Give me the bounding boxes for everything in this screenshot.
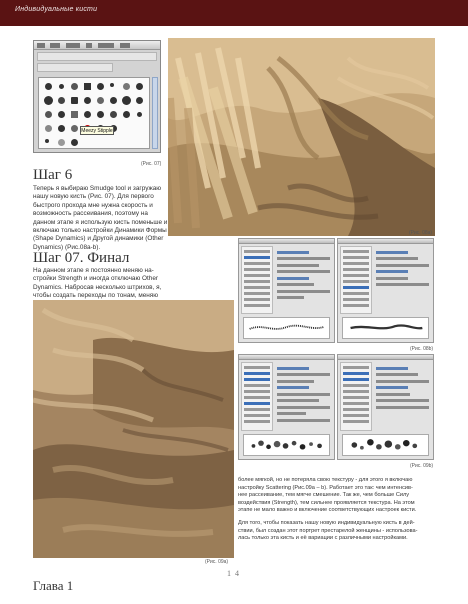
- options-toolbar: [34, 41, 160, 50]
- brush-name-tooltip: Meezy Stipple: [81, 128, 113, 134]
- chapter-header-title: Индивидуальные кисти: [15, 6, 98, 13]
- continuation-paragraph-1: более мягкой, но не потеряла свою текстуру - для этого я включаю настройку Scattering (Рис.09a – b). Работает это так: чем интенсив- нее рассеивание, тем мягче смешение. Так же, чем больше Силу воздействия (Strength), тем сильнее проявляется текстура. На этом этапе не мало важно и включение соответствующих настроек кисти.: [238, 477, 417, 514]
- step6-text: Теперь я выбираю Smudge tool и загружаю нашу новую кисть (Рис. 07). Для первого быстрого прохода мне нужна скорость и возможность рассеивания, поэтому на данном этапе я использую кисть поменьше и включаю только настройки Динамики Формы (Shape Dynamics) и Другой динамики (Other Dynamics) (Рис.08a-b).: [33, 185, 168, 251]
- brush-settings-dialog-shape-dynamics: [238, 238, 335, 343]
- master-diameter-row: [37, 52, 157, 61]
- smudge-strokes-artwork: [168, 38, 435, 236]
- chapter-header-bar: [0, 0, 468, 26]
- step7-text: На данном этапе я постоянно меняю на- стройки Strength и иногда отключаю Other Dynamics. Набросав несколько штрихов, я, чтобы создать переходы по тонам, меняю: [33, 267, 162, 300]
- caption-fig07: (Рис. 07): [141, 161, 162, 167]
- step7-heading: Шаг 07. Финал: [33, 250, 130, 266]
- brush-settings-dialog-other-dynamics: [337, 238, 434, 343]
- step6-heading: Шаг 6: [33, 167, 73, 183]
- page-number: 1 4: [227, 569, 240, 578]
- caption-fig09a: (Рис. 09a): [205, 559, 229, 565]
- caption-fig08a: (Рис. 08a): [409, 230, 433, 236]
- brush-presets-grid: [38, 77, 150, 149]
- caption-fig08b: (Рис. 08b): [410, 346, 434, 352]
- brush-settings-dialog-scattering-b: [337, 354, 434, 460]
- presets-scrollbar[interactable]: [152, 77, 158, 149]
- caption-fig09b: (Рис. 09b): [410, 463, 434, 469]
- final-portrait-texture-artwork: [33, 300, 234, 558]
- hardness-row: [37, 63, 113, 72]
- chapter-label: Глава 1: [33, 578, 74, 593]
- continuation-paragraph-2: Для того, чтобы показать нашу новую индивидуальную кисть в дей- ствии, был создан этот портрет престарелой женщины - использова- лась только эта кисть и её вариации с различными настройками.: [238, 520, 418, 542]
- brush-picker-screenshot: [33, 40, 161, 153]
- brush-settings-dialog-scattering-a: [238, 354, 335, 460]
